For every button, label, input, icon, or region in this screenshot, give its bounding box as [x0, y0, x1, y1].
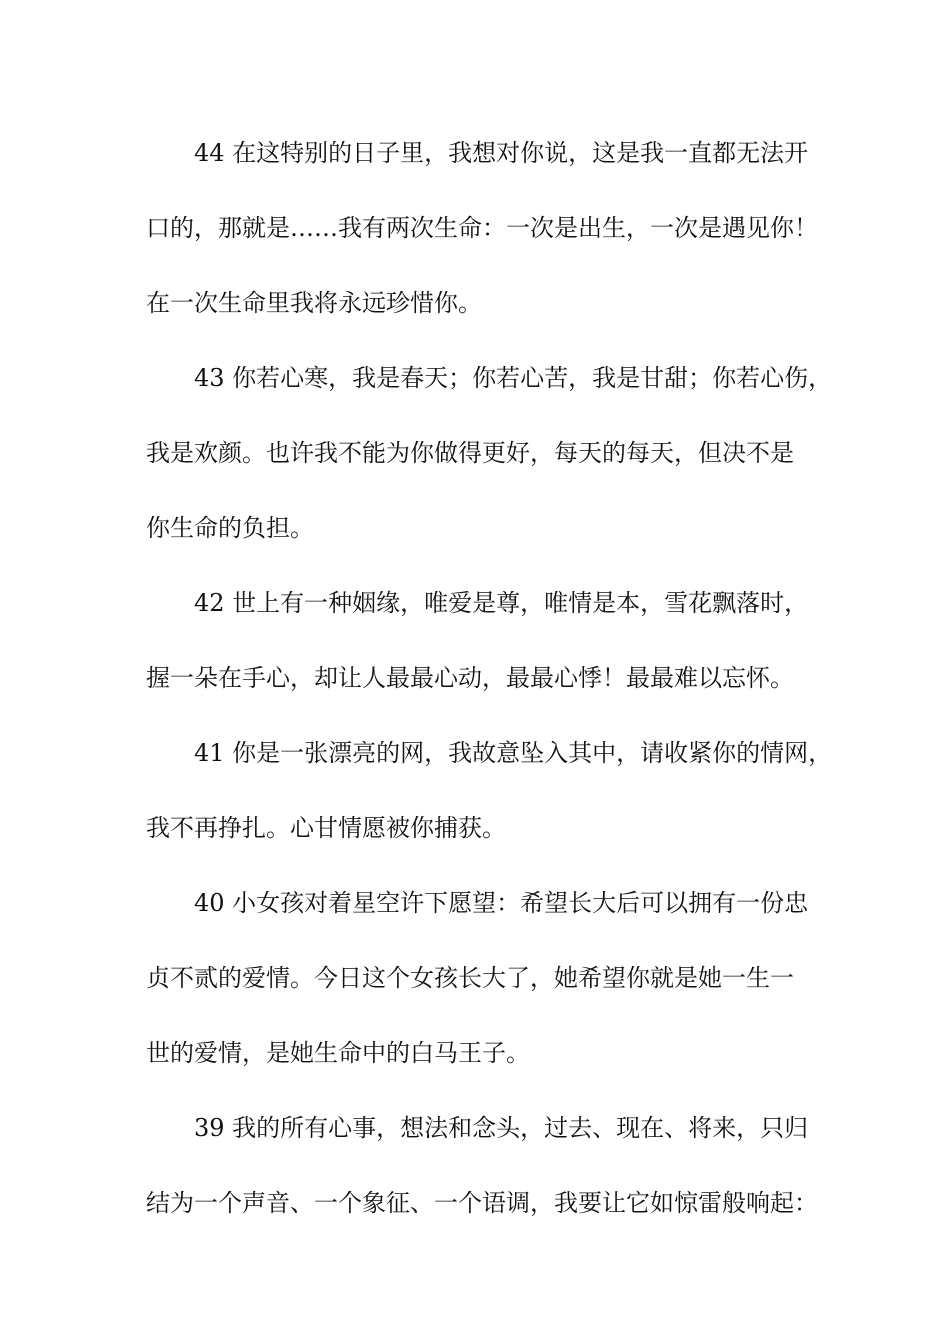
paragraph-41-line-1: 41 你是一张漂亮的网，我故意坠入其中，请收紧你的情网，: [194, 739, 833, 767]
paragraph-43-line-2: 我是欢颜。也许我不能为你做得更好，每天的每天，但决不是: [146, 439, 794, 467]
paragraph-41-line-2: 我不再挣扎。心甘情愿被你捕获。: [146, 814, 506, 842]
paragraph-39-line-1: 39 我的所有心事，想法和念头，过去、现在、将来，只归: [194, 1114, 809, 1142]
paragraph-39-line-2: 结为一个声音、一个象征、一个语调，我要让它如惊雷般响起：: [146, 1189, 818, 1217]
paragraph-40-line-2: 贞不贰的爱情。今日这个女孩长大了，她希望你就是她一生一: [146, 964, 794, 992]
paragraph-40-line-1: 40 小女孩对着星空许下愿望：希望长大后可以拥有一份忠: [194, 889, 809, 917]
paragraph-44-line-1: 44 在这特别的日子里，我想对你说，这是我一直都无法开: [194, 139, 809, 167]
paragraph-40-line-3: 世的爱情，是她生命中的白马王子。: [146, 1039, 530, 1067]
paragraph-44-line-3: 在一次生命里我将永远珍惜你。: [146, 289, 482, 317]
paragraph-43-line-3: 你生命的负担。: [146, 514, 314, 542]
paragraph-42-line-2: 握一朵在手心，却让人最最心动，最最心悸！最最难以忘怀。: [146, 664, 794, 692]
paragraph-42-line-1: 42 世上有一种姻缘，唯爱是尊，唯情是本，雪花飘落时，: [194, 589, 809, 617]
paragraph-44-line-2: 口的，那就是……我有两次生命：一次是出生，一次是遇见你！: [146, 214, 818, 242]
paragraph-43-line-1: 43 你若心寒，我是春天；你若心苦，我是甘甜；你若心伤，: [194, 364, 833, 392]
